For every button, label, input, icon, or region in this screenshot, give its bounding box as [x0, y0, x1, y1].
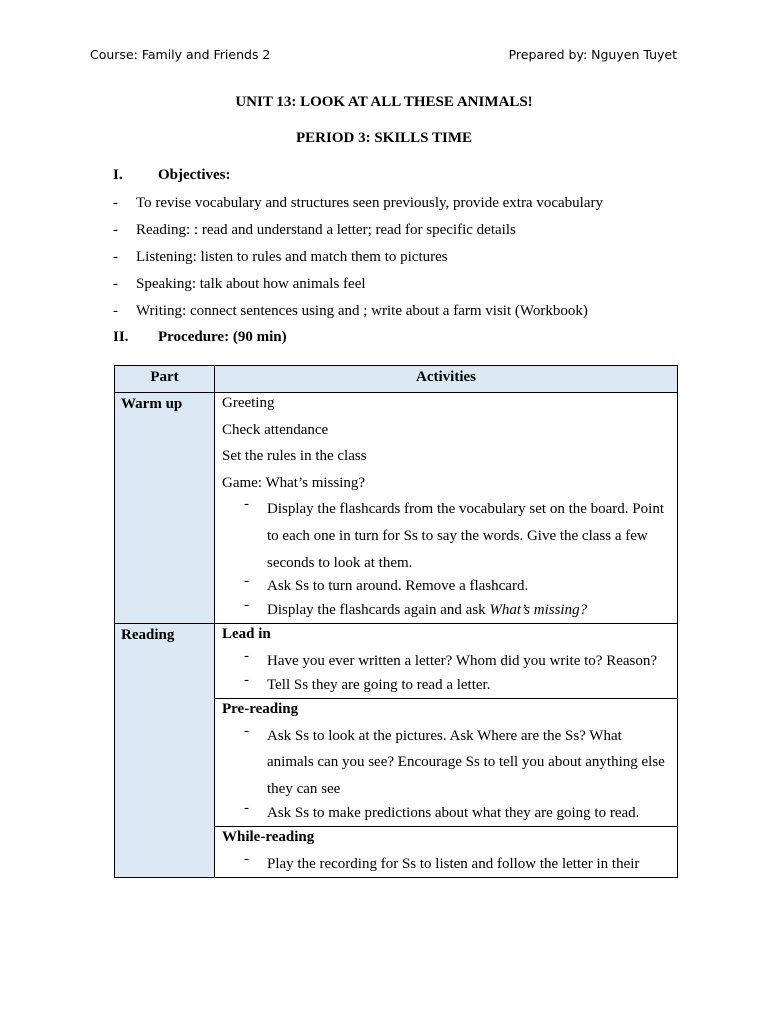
procedure-table — [114, 365, 678, 878]
table-header-row — [115, 366, 678, 393]
bullet-text: Display the flashcards from the vocabulary set on the board. Point to each one in turn for Ss to say the words. Give the class a few seconds to look at them. — [267, 501, 664, 571]
objective-text: To revise vocabulary and structures seen previously, provide extra vocabulary — [136, 195, 603, 211]
table-row — [115, 624, 678, 699]
table-row — [115, 393, 678, 624]
activity-line: Greeting — [222, 395, 275, 411]
bullet-item — [222, 648, 671, 675]
bullet-text: Tell Ss they are going to read a letter. — [267, 676, 491, 693]
section-heading: Procedure: (90 min) — [158, 329, 287, 345]
bullet-text: Have you ever written a letter? Whom did you write to? Reason? — [267, 652, 658, 669]
activity-line: Game: What’s missing? — [222, 474, 366, 491]
dash: - — [244, 573, 249, 590]
bullet-item — [222, 851, 671, 878]
dash: - — [113, 276, 118, 292]
dash: - — [244, 671, 249, 688]
activity-line: Set the rules in the class — [222, 448, 367, 465]
bullet-item — [222, 672, 671, 699]
activities-pre-reading — [215, 699, 678, 827]
objectives-heading — [113, 167, 230, 184]
bullet-item — [222, 597, 671, 624]
bullet-text: Play the recording for Ss to listen and follow the letter in their — [267, 855, 640, 872]
objectives-list — [113, 194, 603, 329]
bullet-italic-text: What’s missing? — [489, 601, 588, 618]
stage-label: Pre-reading — [222, 701, 299, 718]
bullet-item — [222, 573, 671, 600]
dash: - — [244, 496, 249, 513]
dash: - — [244, 647, 249, 664]
activities-lead-in — [215, 624, 678, 699]
list-item — [113, 194, 603, 221]
section-heading: Objectives: — [158, 167, 231, 183]
dash: - — [244, 799, 249, 816]
dash: - — [244, 850, 249, 867]
list-item — [113, 302, 603, 329]
header-course: Course: Family and Friends 2 — [90, 47, 271, 62]
header-prepared-by: Prepared by: Nguyen Tuyet — [508, 47, 677, 62]
bullet-item — [222, 496, 671, 576]
section-number: II. — [113, 329, 129, 345]
objective-text: Writing: connect sentences using and ; write about a farm visit (Workbook) — [136, 303, 588, 319]
dash: - — [244, 722, 249, 739]
bullet-text-with-italic — [267, 597, 671, 624]
procedure-heading — [113, 329, 287, 346]
section-number: I. — [113, 167, 123, 183]
bullet-text: Display the flashcards again and ask — [267, 601, 490, 618]
dash: - — [244, 596, 249, 613]
dash: - — [113, 195, 118, 211]
bullet-text: Ask Ss to make predictions about what they are going to read. — [267, 804, 640, 821]
objective-text: Listening: listen to rules and match them to pictures — [136, 249, 448, 265]
dash: - — [113, 303, 118, 319]
activities-warm-up — [215, 393, 678, 624]
list-item — [113, 275, 603, 302]
bullet-item — [222, 800, 671, 827]
period-title: PERIOD 3: SKILLS TIME — [295, 130, 472, 146]
stage-label: Lead in — [222, 626, 271, 643]
part-warm-up: Warm up — [115, 393, 215, 624]
part-reading: Reading — [115, 624, 215, 878]
objective-text: Reading: : read and understand a letter; read for specific details — [136, 222, 516, 238]
bullet-item — [222, 723, 671, 803]
header-part: Part — [115, 366, 215, 393]
header-activities: Activities — [215, 366, 678, 393]
unit-title: UNIT 13: LOOK AT ALL THESE ANIMALS! — [235, 94, 533, 110]
bullet-text: Ask Ss to look at the pictures. Ask Where are the Ss? What animals can you see? Encourage Ss to tell you about anything else they can see — [267, 727, 665, 797]
stage-label: While-reading — [222, 829, 315, 846]
bullet-text: Ask Ss to turn around. Remove a flashcard. — [267, 578, 529, 595]
list-item — [113, 221, 603, 248]
activities-while-reading — [215, 827, 678, 878]
objective-text: Speaking: talk about how animals feel — [136, 276, 366, 292]
list-item — [113, 248, 603, 275]
dash: - — [113, 249, 118, 265]
dash: - — [113, 222, 118, 238]
activity-line: Check attendance — [222, 421, 329, 438]
